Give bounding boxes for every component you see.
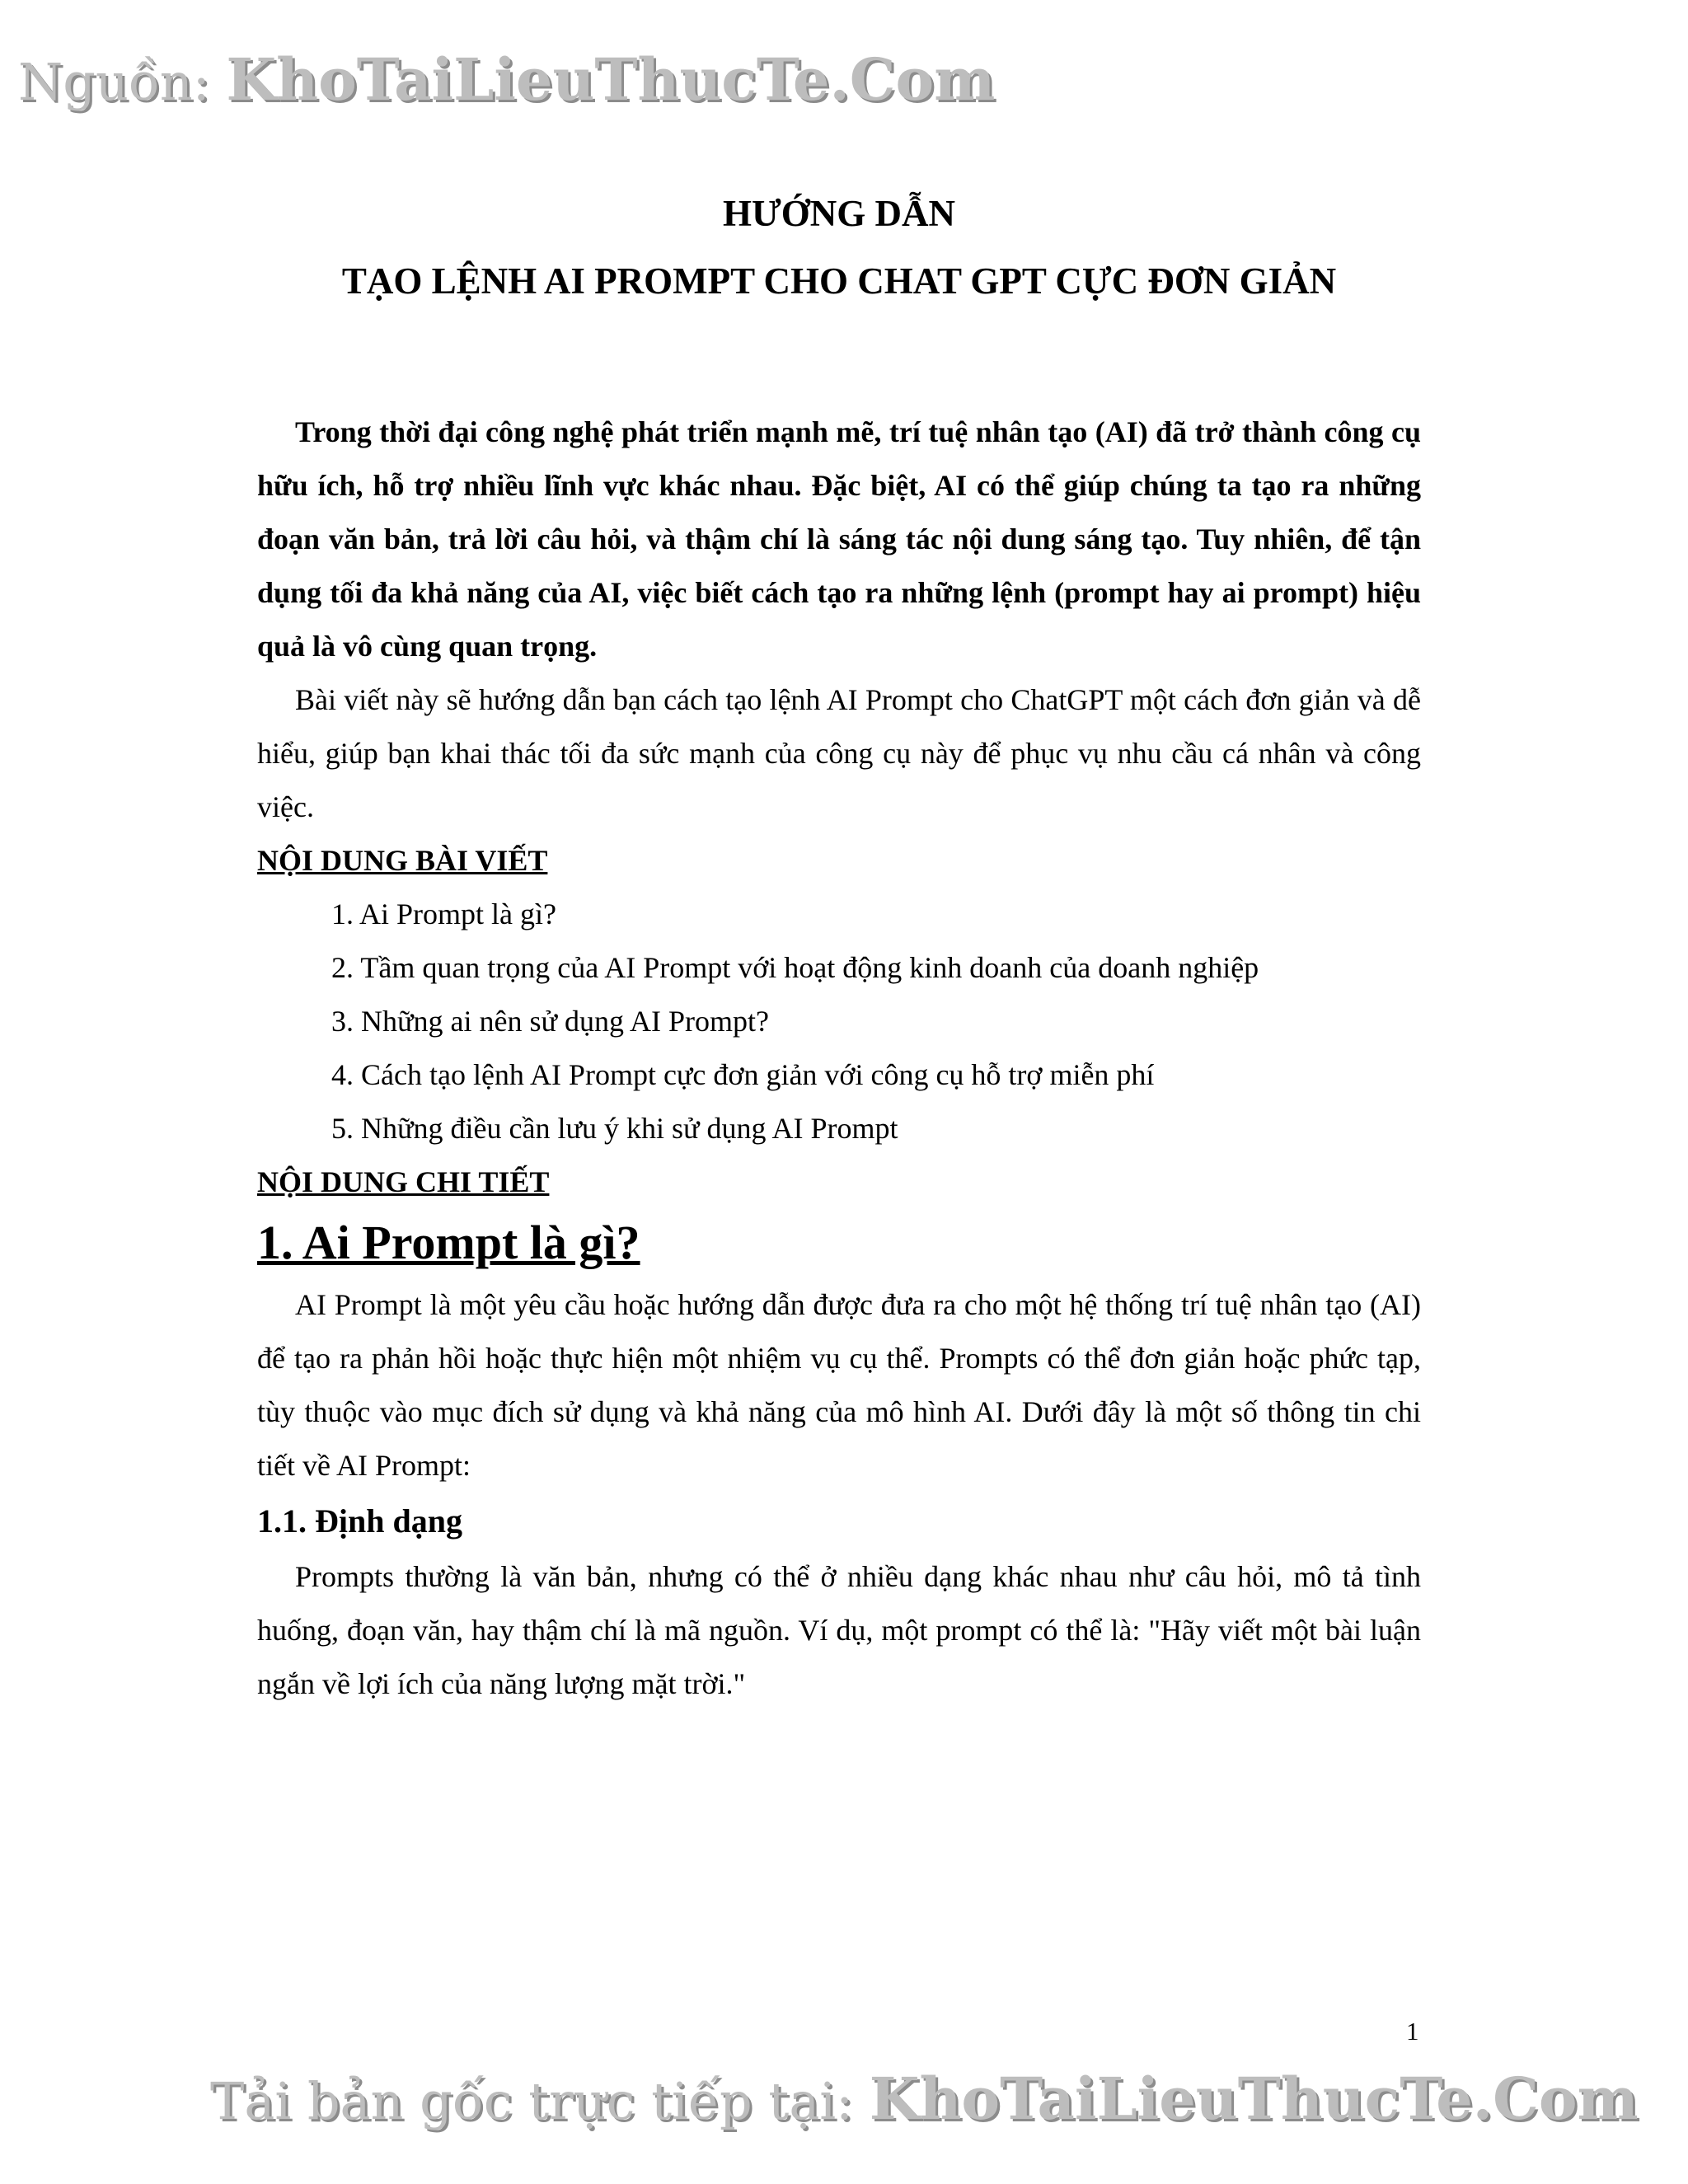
watermark-top-brand: KhoTaiLieuThucTe.Com bbox=[226, 45, 996, 114]
watermark-top bbox=[18, 45, 995, 114]
title-spacer bbox=[257, 315, 1421, 405]
toc-item: 1. Ai Prompt là gì? bbox=[331, 898, 556, 930]
watermark-bottom-prefix: Tải bản gốc trực tiếp tại: bbox=[210, 2071, 870, 2131]
section1-paragraph: AI Prompt là một yêu cầu hoặc hướng dẫn được đưa ra cho một hệ thống trí tuệ nhân tạo (AI) để tạo ra phản hồi hoặc thực hiện một nhiệm vụ cụ thể. Prompts có thể đơn giản hoặc phức tạp, tùy thuộc vào mục đích sử dụng và khả năng của mô hình AI. Dưới đây là một số thông tin chi tiết về AI Prompt: bbox=[257, 1288, 1421, 1482]
toc-heading: NỘI DUNG BÀI VIẾT bbox=[257, 844, 548, 877]
details-heading: NỘI DUNG CHI TIẾT bbox=[257, 1165, 550, 1198]
subsection-paragraph: Prompts thường là văn bản, nhưng có thể ở nhiều dạng khác nhau như câu hỏi, mô tả tình huống, đoạn văn, hay thậm chí là mã nguồn. Ví dụ, một prompt có thể là: "Hãy viết một bài luận ngắn về lợi ích của năng lượng mặt trời." bbox=[257, 1560, 1421, 1700]
intro-paragraph: Bài viết này sẽ hướng dẫn bạn cách tạo lệnh AI Prompt cho ChatGPT một cách đơn giản và dễ hiểu, giúp bạn khai thác tối đa sức mạnh của công cụ này để phục vụ nhu cầu cá nhân và công việc. bbox=[257, 683, 1421, 823]
watermark-top-prefix: Nguồn: bbox=[18, 52, 227, 112]
document-body bbox=[257, 180, 1421, 1711]
watermark-bottom-brand: KhoTaiLieuThucTe.Com bbox=[869, 2064, 1639, 2133]
document-title-line2: TẠO LỆNH AI PROMPT CHO CHAT GPT CỰC ĐƠN GIẢN bbox=[341, 260, 1337, 302]
section1-title: 1. Ai Prompt là gì? bbox=[257, 1216, 640, 1269]
toc-item: 5. Những điều cần lưu ý khi sử dụng AI Prompt bbox=[331, 1112, 898, 1145]
document-title-line1: HƯỚNG DẪN bbox=[722, 193, 956, 234]
page-number: 1 bbox=[1406, 2017, 1419, 2046]
subsection-title: 1.1. Định dạng bbox=[257, 1502, 462, 1540]
intro-bold-paragraph: Trong thời đại công nghệ phát triển mạnh mẽ, trí tuệ nhân tạo (AI) đã trở thành công cụ hữu ích, hỗ trợ nhiều lĩnh vực khác nhau. Đặc biệt, AI có thể giúp chúng ta tạo ra những đoạn văn bản, trả lời câu hỏi, và thậm chí là sáng tác nội dung sáng tạo. Tuy nhiên, để tận dụng tối đa khả năng của AI, việc biết cách tạo ra những lệnh (prompt hay ai prompt) hiệu quả là vô cùng quan trọng. bbox=[257, 415, 1421, 663]
toc-list bbox=[257, 888, 1421, 1155]
watermark-bottom bbox=[210, 2064, 1639, 2133]
toc-item: 2. Tầm quan trọng của AI Prompt với hoạt động kinh doanh của doanh nghiệp bbox=[331, 951, 1259, 984]
toc-item: 3. Những ai nên sử dụng AI Prompt? bbox=[331, 1005, 769, 1038]
toc-item: 4. Cách tạo lệnh AI Prompt cực đơn giản với công cụ hỗ trợ miễn phí bbox=[331, 1058, 1155, 1091]
